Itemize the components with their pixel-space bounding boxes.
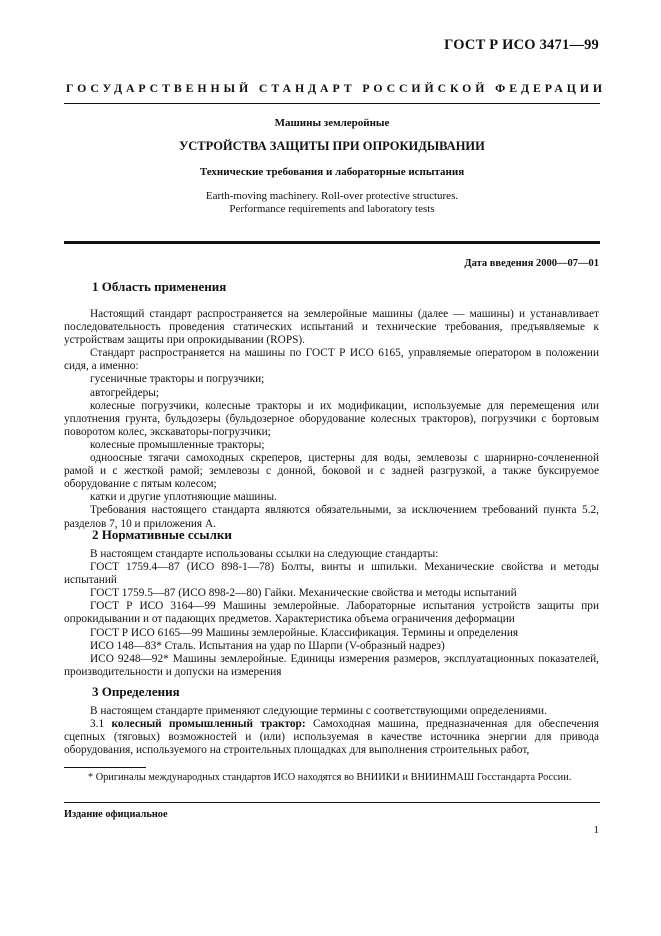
section-1-heading: 1 Область применения bbox=[92, 279, 227, 294]
list-item: одноосные тягачи самоходных скреперов, цистерны для воды, землевозы с шарнирно-сочлененной рамой и с жесткой рамой; землевозы с донной, боковой и с задней разгрузкой, а также буксируемое оборудование с пятым колесом; bbox=[64, 452, 599, 491]
definition-3-1 bbox=[64, 718, 599, 757]
state-standard-heading: ГОСУДАРСТВЕННЫЙ СТАНДАРТ РОССИЙСКОЙ ФЕДЕРАЦИИ bbox=[66, 81, 606, 95]
section-2-heading: 2 Нормативные ссылки bbox=[92, 527, 232, 542]
clause-number: 3.1 bbox=[90, 718, 105, 731]
footer-rule bbox=[64, 802, 600, 803]
document-title: УСТРОЙСТВА ЗАЩИТЫ ПРИ ОПРОКИДЫВАНИИ bbox=[179, 139, 485, 153]
section-2-body bbox=[64, 548, 599, 679]
section-3-body bbox=[64, 705, 599, 757]
footnote bbox=[64, 771, 599, 784]
paragraph: В настоящем стандарте использованы ссылки на следующие стандарты: bbox=[90, 548, 439, 560]
english-title-line2: Performance requirements and laboratory tests bbox=[229, 203, 435, 215]
list-item: гусеничные тракторы и погрузчики; bbox=[90, 373, 265, 386]
footnote-text: * Оригиналы международных стандартов ИСО находятся во ВНИИКИ и ВНИИНМАШ Госстандарта России. bbox=[88, 772, 572, 783]
list-item: колесные промышленные тракторы; bbox=[90, 438, 265, 451]
header-rule bbox=[64, 103, 600, 104]
page-number: 1 bbox=[593, 824, 599, 836]
list-item: автогрейдеры; bbox=[90, 386, 159, 399]
section-3-heading: 3 Определения bbox=[92, 684, 180, 699]
introduction-date: Дата введения 2000—07—01 bbox=[464, 258, 599, 269]
official-edition-label: Издание официальное bbox=[64, 809, 168, 820]
english-title-line1: Earth-moving machinery. Roll-over protective structures. bbox=[205, 190, 459, 202]
title-rule bbox=[64, 241, 600, 244]
document-code: ГОСТ Р ИСО 3471—99 bbox=[444, 37, 599, 53]
paragraph: В настоящем стандарте применяют следующие термины с соответствующими определениями. bbox=[90, 705, 547, 717]
reference-item: ГОСТ Р ИСО 6165—99 Машины землеройные. Классификация. Термины и определения bbox=[90, 626, 519, 639]
reference-item: ГОСТ 1759.5—87 (ИСО 898-2—80) Гайки. Механические свойства и методы испытаний bbox=[90, 587, 517, 600]
english-title bbox=[64, 190, 600, 216]
subject-line: Машины землеройные bbox=[274, 117, 390, 129]
list-item: колесные погрузчики, колесные тракторы и их модификации, используемые для перемещения или уплотнения грунта, бульдозеры (бульдозерное оборудование колесных тракторов), погрузчики с бортовым поворотом колес, экскаваторы-погрузчики; bbox=[64, 399, 599, 438]
reference-item: ГОСТ Р ИСО 3164—99 Машины землеройные. Лабораторные испытания устройств защиты при опрокидывании и от падающих предметов. Характеристика объема ограничения деформации bbox=[64, 600, 599, 626]
footnote-rule bbox=[64, 767, 146, 768]
definition-text: Самоходная машина, предназначенная для обеспечения сцепных (тяговых) возможностей и (или) используемая в качестве источника энергии для привода оборудования, используемого на строительных площадках для выполнения строительных работ, bbox=[64, 718, 599, 757]
reference-item: ИСО 148—83* Сталь. Испытания на удар по Шарпи (V-образный надрез) bbox=[90, 639, 445, 652]
document-subtitle: Технические требования и лабораторные испытания bbox=[199, 166, 465, 178]
reference-item: ИСО 9248—92* Машины землеройные. Единицы измерения размеров, эксплуатационных показателей, производительности и допуски на измерения bbox=[64, 652, 599, 678]
paragraph: Требования настоящего стандарта являются обязательными, за исключением требований пункта 5.2, разделов 7, 10 и приложения А. bbox=[64, 504, 599, 530]
section-1-body bbox=[64, 308, 599, 531]
paragraph: Настоящий стандарт распространяется на землеройные машины (далее — машины) и устанавливает последовательность проведения статических испытаний и технические требования, предъявляемые к устройствам защиты при опрокидывании (ROPS). bbox=[64, 308, 599, 347]
paragraph: Стандарт распространяется на машины по ГОСТ Р ИСО 6165, управляемые оператором в положении сидя, а именно: bbox=[64, 347, 599, 373]
list-item: катки и другие уплотняющие машины. bbox=[90, 491, 277, 504]
defined-term: колесный промышленный трактор: bbox=[111, 718, 306, 731]
reference-item: ГОСТ 1759.4—87 (ИСО 898-1—78) Болты, винты и шпильки. Механические свойства и методы испытаний bbox=[64, 561, 599, 587]
